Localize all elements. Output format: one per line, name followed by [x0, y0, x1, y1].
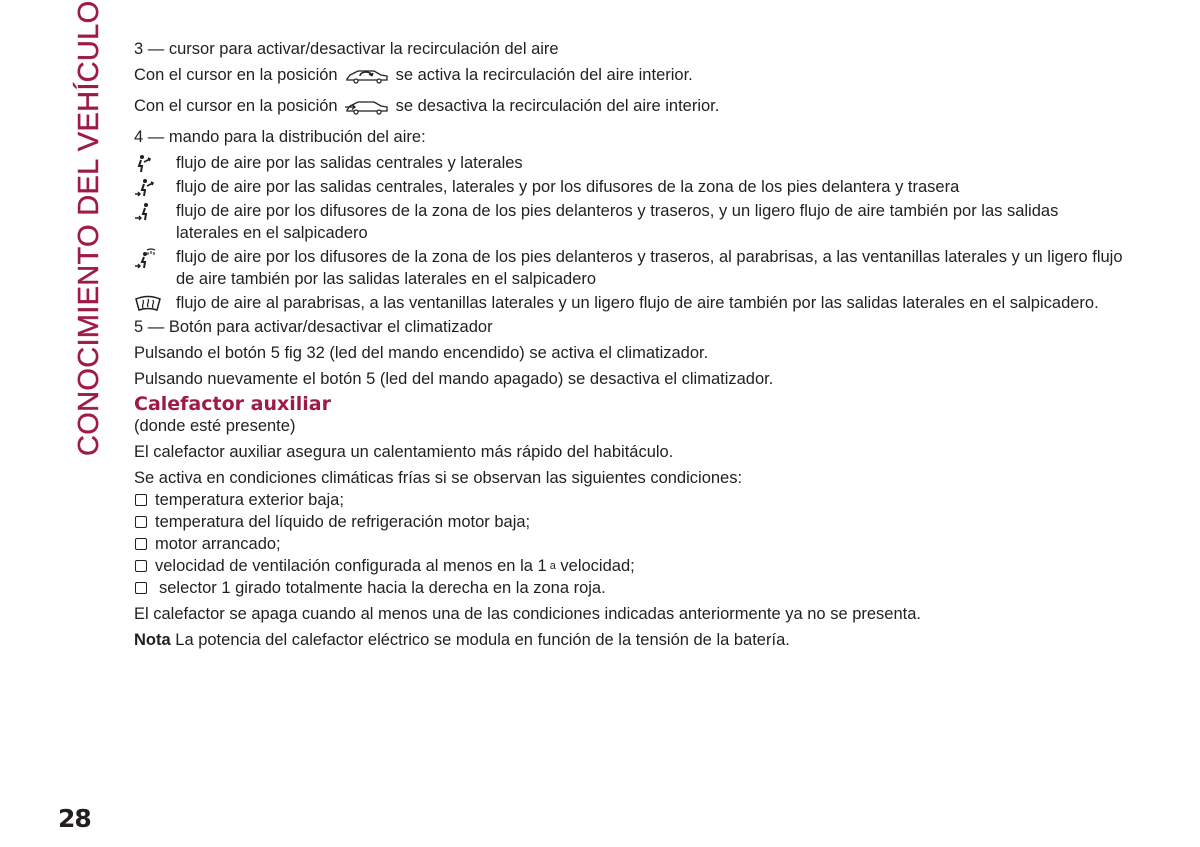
vent-face-feet-icon	[134, 176, 176, 198]
distribution-item	[134, 292, 1124, 314]
condition-text: temperatura exterior baja;	[155, 491, 344, 509]
condition-text-tail: velocidad;	[560, 557, 635, 575]
section5-paragraph-2: Pulsando nuevamente el botón 5 (led del mando apagado) se desactiva el climatizador.	[134, 370, 774, 388]
condition-text: temperatura del líquido de refrigeración motor baja;	[155, 513, 531, 531]
checkbox-bullet-icon	[135, 538, 147, 550]
note-label: Nota	[134, 631, 171, 649]
section4-heading: 4 — mando para la distribución del aire:	[134, 128, 426, 146]
vent-face-icon	[134, 152, 176, 174]
distribution-item-text: flujo de aire por los difusores de la zona de los pies delanteros y traseros, al parabrisas, a las ventanillas laterales y un ligero flujo de aire también por las salidas laterales en el salpicadero	[176, 248, 1123, 288]
note-paragraph	[134, 629, 1124, 651]
section5-heading: 5 — Botón para activar/desactivar el climatizador	[134, 318, 493, 336]
distribution-item-text: flujo de aire por las salidas centrales, laterales y por los difusores de la zona de los pies delantera y trasera	[176, 178, 960, 196]
condition-text: motor arrancado;	[155, 535, 281, 553]
condition-item	[134, 555, 1124, 577]
distribution-item	[134, 200, 1124, 244]
condition-text: velocidad de ventilación configurada al menos en la 1	[155, 557, 547, 575]
checkbox-bullet-icon	[135, 582, 147, 594]
distribution-item-text: flujo de aire por las salidas centrales y laterales	[176, 154, 523, 172]
condition-text: selector 1 girado totalmente hacia la derecha en la zona roja.	[159, 579, 606, 597]
recirculation-on-text-b: se activa la recirculación del aire interior.	[395, 66, 693, 84]
distribution-item	[134, 246, 1124, 290]
condition-item	[134, 533, 1124, 555]
condition-item	[134, 511, 1124, 533]
car-recirculation-off-icon	[344, 98, 390, 122]
heater-paragraph-3: El calefactor se apaga cuando al menos una de las condiciones indicadas anteriormente ya no se presenta.	[134, 605, 921, 623]
page-content	[134, 38, 1124, 655]
heater-paragraph-1: El calefactor auxiliar asegura un calentamiento más rápido del habitáculo.	[134, 443, 674, 461]
vent-feet-icon	[134, 200, 176, 222]
windscreen-defrost-icon	[134, 292, 176, 314]
section5-paragraph-1: Pulsando el botón 5 fig 32 (led del mando encendido) se activa el climatizador.	[134, 344, 709, 362]
heater-paragraph-2: Se activa en condiciones climáticas frías si se observan las siguientes condiciones:	[134, 469, 743, 487]
heater-subtitle: (donde esté presente)	[134, 417, 296, 435]
condition-superscript: a	[549, 560, 556, 572]
section3-heading: 3 — cursor para activar/desactivar la recirculación del aire	[134, 40, 559, 58]
distribution-item	[134, 152, 1124, 174]
note-text: La potencia del calefactor eléctrico se modula en función de la tensión de la batería.	[175, 631, 790, 649]
page-number: 28	[58, 804, 91, 833]
recirculation-off-text-b: se desactiva la recirculación del aire interior.	[395, 97, 720, 115]
distribution-item-text: flujo de aire al parabrisas, a las ventanillas laterales y un ligero flujo de aire también por las salidas laterales en el salpicadero.	[176, 294, 1099, 312]
distribution-item-text: flujo de aire por los difusores de la zona de los pies delanteros y traseros, y un ligero flujo de aire también por las salidas laterales en el salpicadero	[176, 202, 1059, 242]
side-tab-section-title: CONOCIMIENTO DEL VEHÍCULO	[73, 0, 105, 456]
recirculation-off-line	[134, 95, 1124, 122]
recirculation-off-text-a: Con el cursor en la posición	[134, 97, 338, 115]
vent-feet-windscreen-icon	[134, 246, 176, 268]
condition-item	[134, 489, 1124, 511]
car-recirculation-on-icon	[344, 67, 390, 91]
heater-title: Calefactor auxiliar	[134, 393, 331, 415]
recirculation-on-line	[134, 64, 1124, 91]
distribution-item	[134, 176, 1124, 198]
recirculation-on-text-a: Con el cursor en la posición	[134, 66, 338, 84]
checkbox-bullet-icon	[135, 516, 147, 528]
checkbox-bullet-icon	[135, 494, 147, 506]
checkbox-bullet-icon	[135, 560, 147, 572]
condition-item	[134, 577, 1124, 599]
